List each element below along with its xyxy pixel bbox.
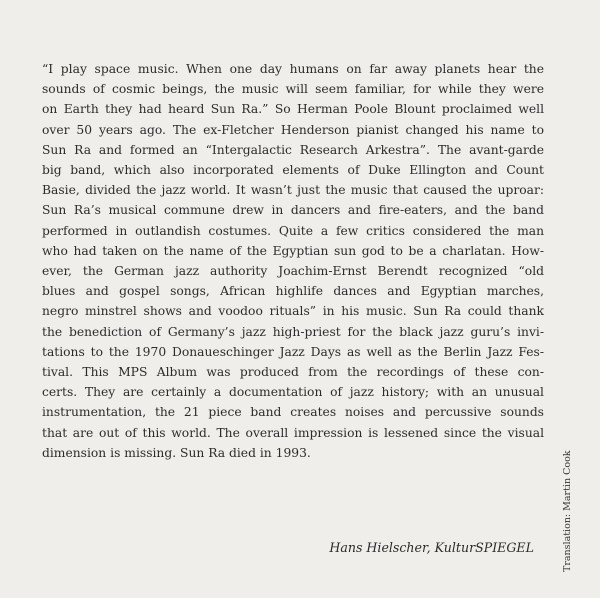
article-line: performed in outlandish costumes. Quite a few critics considered the man [42, 223, 544, 238]
article-line: the benediction of Germany’s jazz high-priest for the black jazz guru’s invi- [42, 324, 544, 339]
article-line: Basie, divided the jazz world. It wasn’t just the music that caused the uproar: [42, 183, 544, 198]
article-line: negro minstrel shows and voodoo rituals” in his music. Sun Ra could thank [42, 304, 544, 319]
article-line: big band, which also incorporated elements of Duke Ellington and Count [42, 163, 544, 178]
article-line: over 50 years ago. The ex-Fletcher Henderson pianist changed his name to [42, 122, 544, 137]
article-line: on Earth they had heard Sun Ra.” So Herman Poole Blount proclaimed well [42, 102, 544, 117]
article-line: instrumentation, the 21 piece band creates noises and percussive sounds [42, 405, 544, 420]
article-line: who had taken on the name of the Egyptian sun god to be a charlatan. How- [42, 243, 544, 258]
translation-credit: Translation: Martin Cook [562, 450, 573, 572]
article-line: ever, the German jazz authority Joachim-Ernst Berendt recognized “old [42, 264, 544, 279]
article-body [42, 59, 544, 463]
article-line: dimension is missing. Sun Ra died in 1993. [42, 445, 311, 460]
article-line: tations to the 1970 Donaueschinger Jazz Days as well as the Berlin Jazz Fes- [42, 344, 544, 359]
article-line: Sun Ra and formed an “Intergalactic Research Arkestra”. The avant-garde [42, 142, 544, 157]
article-line: certs. They are certainly a documentation of jazz history; with an unusual [42, 385, 544, 400]
article-line: blues and gospel songs, African highlife dances and Egyptian marches, [42, 284, 544, 299]
author-signature: Hans Hielscher, KulturSPIEGEL [329, 540, 534, 555]
article-line: sounds of cosmic beings, the music will seem familiar, for while they were [42, 82, 544, 97]
article-line: tival. This MPS Album was produced from the recordings of these con- [42, 365, 544, 380]
article-line: Sun Ra’s musical commune drew in dancers and fire-eaters, and the band [42, 203, 544, 218]
article-line: “I play space music. When one day humans on far away planets hear the [42, 62, 544, 76]
article-line: that are out of this world. The overall impression is lessened since the visual [42, 425, 544, 440]
